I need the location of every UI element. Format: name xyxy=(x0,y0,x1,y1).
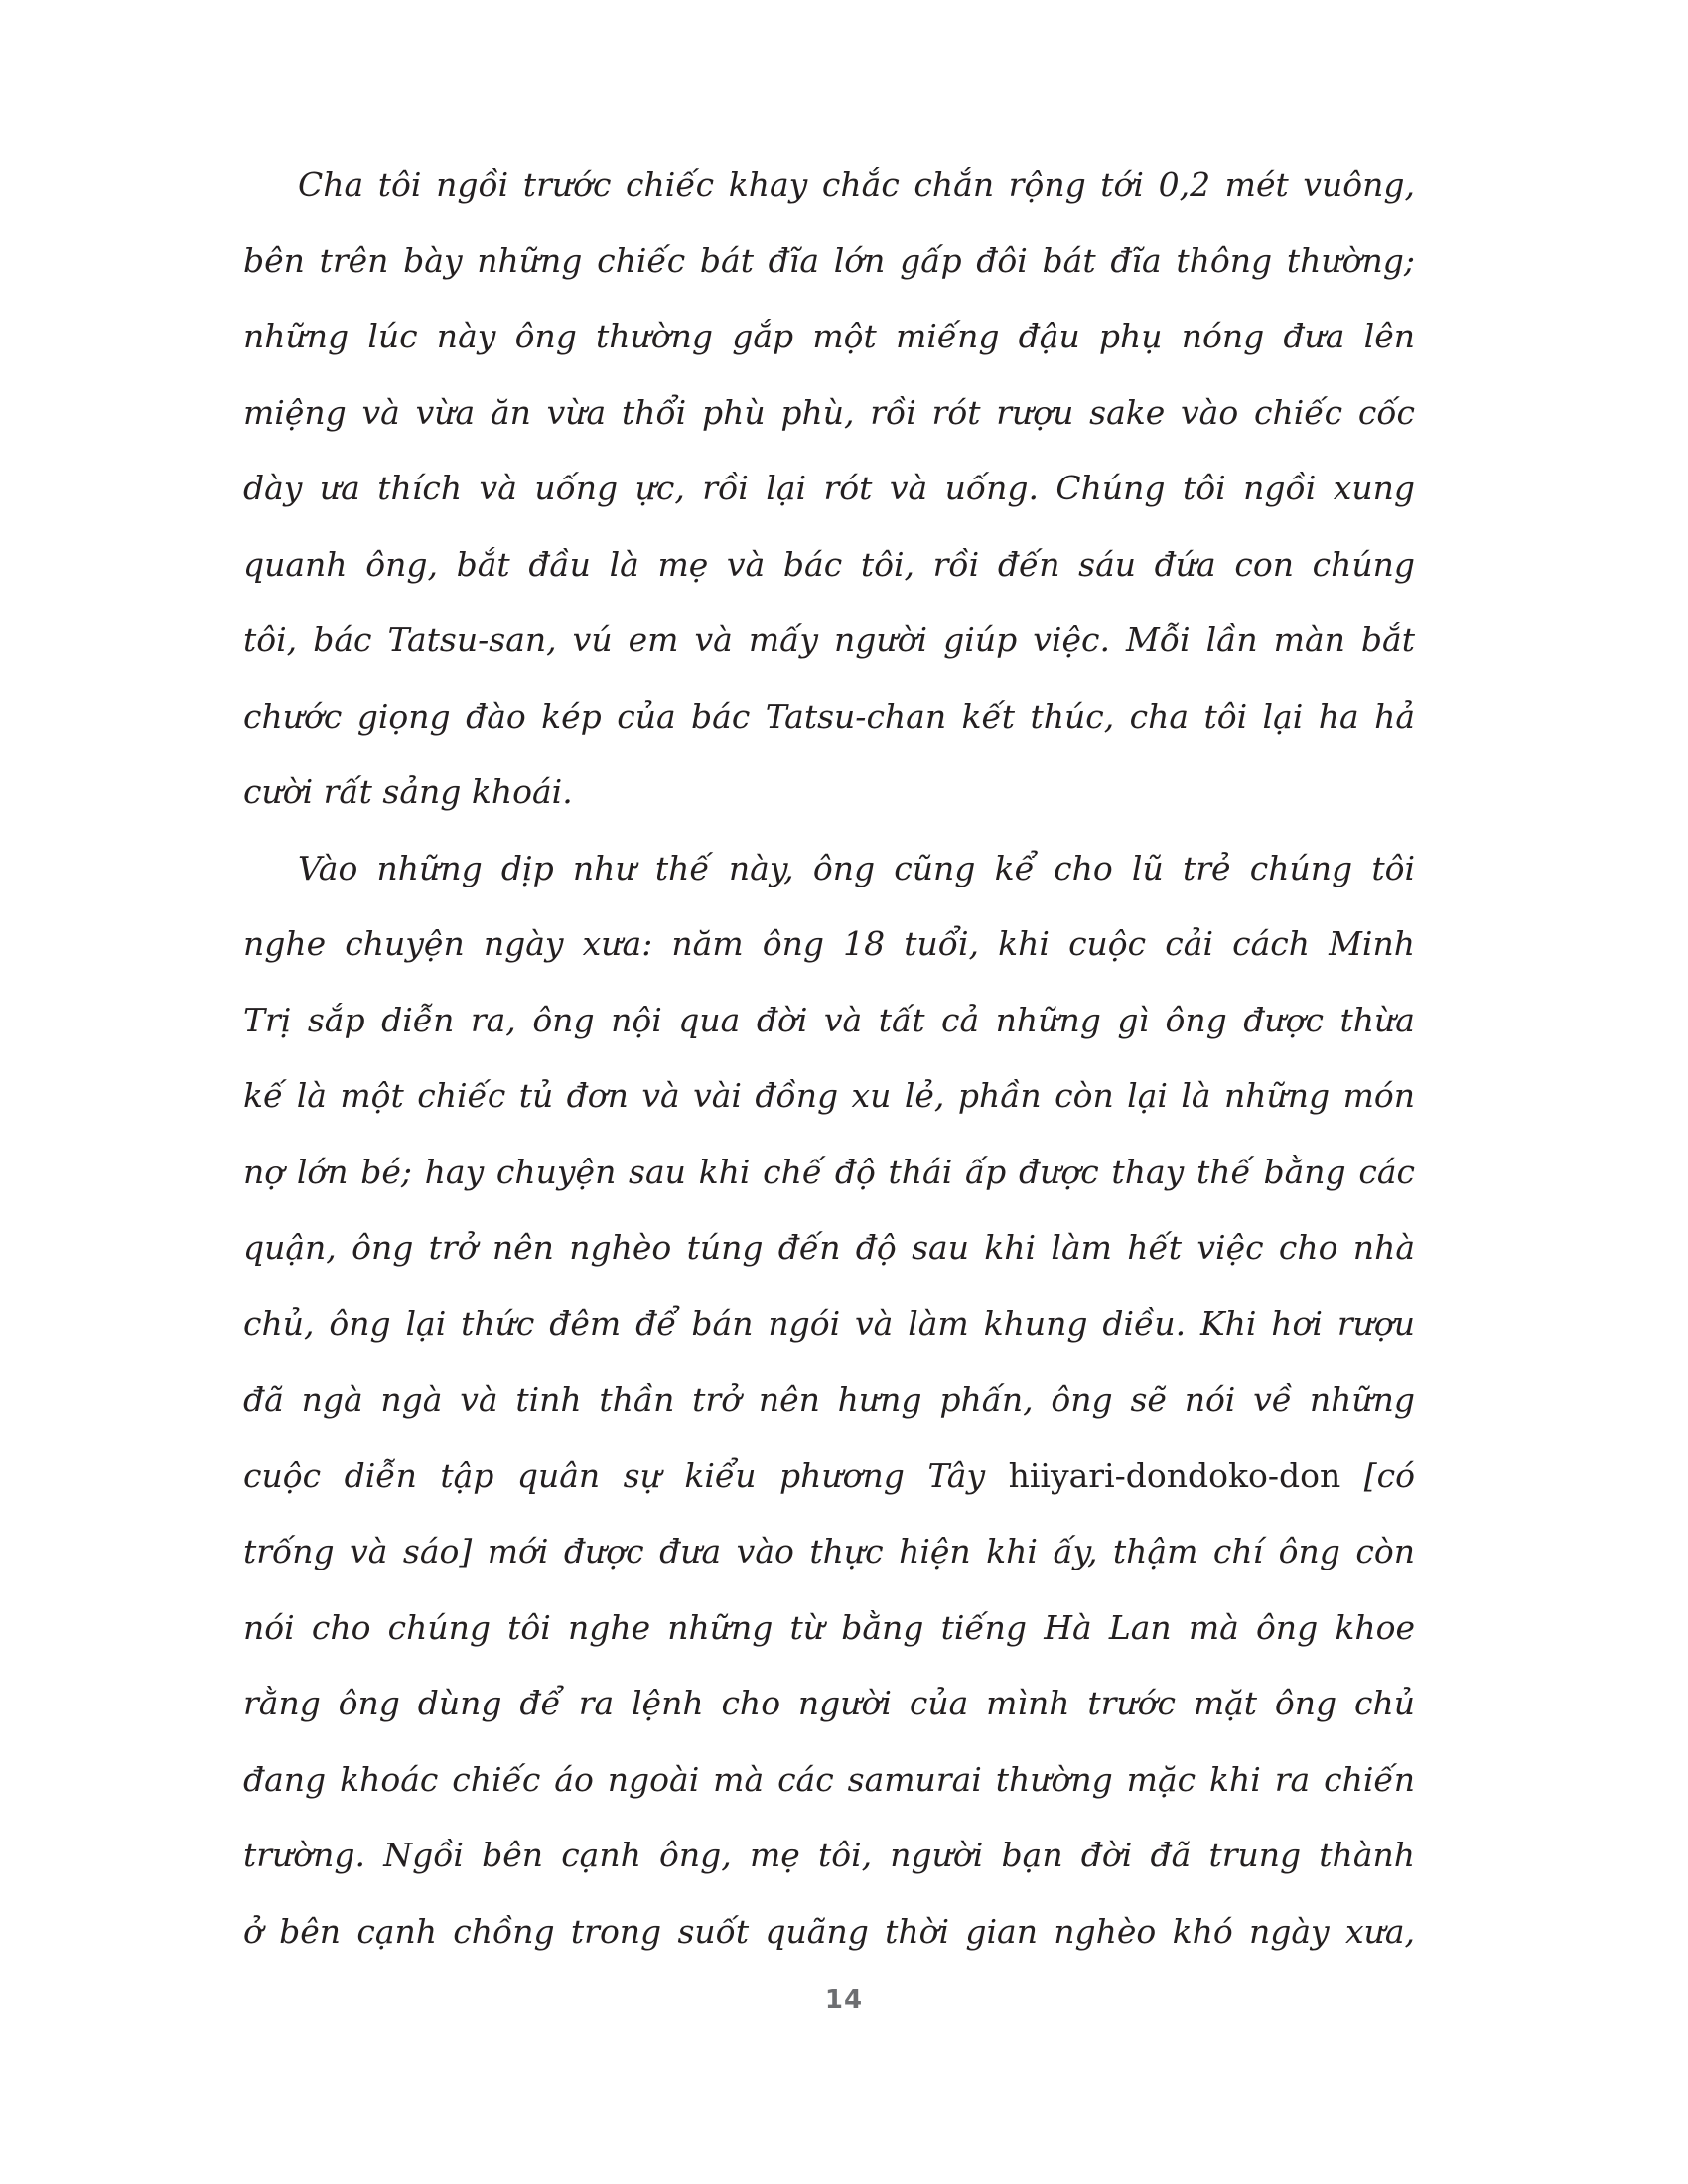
romanized-term: hiiyari-dondoko-don xyxy=(1008,1455,1341,1495)
text-line: rằng ông dùng để ra lệnh cho người của mình trước mặt ông chủ xyxy=(243,1684,1415,1722)
text-line: Cha tôi ngồi trước chiếc khay chắc chắn rộng tới 0,2 mét vuông, xyxy=(298,165,1415,204)
page-number: 14 xyxy=(824,1985,864,2015)
text-line: nói cho chúng tôi nghe những từ bằng tiếng Hà Lan mà ông khoe xyxy=(243,1607,1415,1647)
text-line: quanh ông, bắt đầu là mẹ và bác tôi, rồi đến sáu đứa con chúng xyxy=(243,544,1415,584)
text-line: đang khoác chiếc áo ngoài mà các samurai thường mặc khi ra chiến xyxy=(243,1759,1415,1799)
text-line: chước giọng đào kép của bác Tatsu-chan kết thúc, cha tôi lại ha hả xyxy=(243,696,1415,736)
text-line: bên trên bày những chiếc bát đĩa lớn gấp đôi bát đĩa thông thường; xyxy=(243,240,1415,280)
text-line: nợ lớn bé; hay chuyện sau khi chế độ thái ấp được thay thế bằng các xyxy=(243,1152,1415,1191)
text-line: miệng và vừa ăn vừa thổi phù phù, rồi rót rượu sake vào chiếc cốc xyxy=(243,392,1415,432)
text-line-mixed xyxy=(243,1438,1415,1515)
text-line: ở bên cạnh chồng trong suốt quãng thời gian nghèo khó ngày xưa, xyxy=(243,1911,1415,1951)
text-line: đã ngà ngà và tinh thần trở nên hưng phấn, ông sẽ nói về những xyxy=(243,1380,1415,1419)
text-line: chủ, ông lại thức đêm để bán ngói và làm khung diều. Khi hơi rượu xyxy=(243,1303,1415,1343)
text-line: Vào những dịp như thế này, ông cũng kể cho lũ trẻ chúng tôi xyxy=(298,848,1415,887)
text-line: trống và sáo] mới được đưa vào thực hiện khi ấy, thậm chí ông còn xyxy=(243,1532,1415,1570)
text-line: cười rất sảng khoái. xyxy=(243,772,573,811)
text-segment: [có xyxy=(1340,1455,1416,1495)
text-line: kế là một chiếc tủ đơn và vài đồng xu lẻ, phần còn lại là những món xyxy=(243,1076,1415,1115)
text-segment: cuộc diễn tập quân sự kiểu phương Tây xyxy=(243,1455,1009,1495)
body-text xyxy=(243,147,1415,1970)
text-line: dày ưa thích và uống ực, rồi lại rót và uống. Chúng tôi ngồi xung xyxy=(243,469,1415,507)
text-line: trường. Ngồi bên cạnh ông, mẹ tôi, người bạn đời đã trung thành xyxy=(243,1836,1415,1874)
text-line: quận, ông trở nên nghèo túng đến độ sau khi làm hết việc cho nhà xyxy=(243,1228,1415,1267)
paragraph-1 xyxy=(243,147,1415,831)
text-line: nghe chuyện ngày xưa: năm ông 18 tuổi, khi cuộc cải cách Minh xyxy=(243,924,1415,963)
text-line: tôi, bác Tatsu-san, vú em và mấy người giúp việc. Mỗi lần màn bắt xyxy=(243,620,1415,659)
paragraph-2 xyxy=(243,831,1415,1971)
text-line: Trị sắp diễn ra, ông nội qua đời và tất cả những gì ông được thừa xyxy=(243,1000,1415,1039)
text-line: những lúc này ông thường gắp một miếng đậu phụ nóng đưa lên xyxy=(243,317,1415,355)
